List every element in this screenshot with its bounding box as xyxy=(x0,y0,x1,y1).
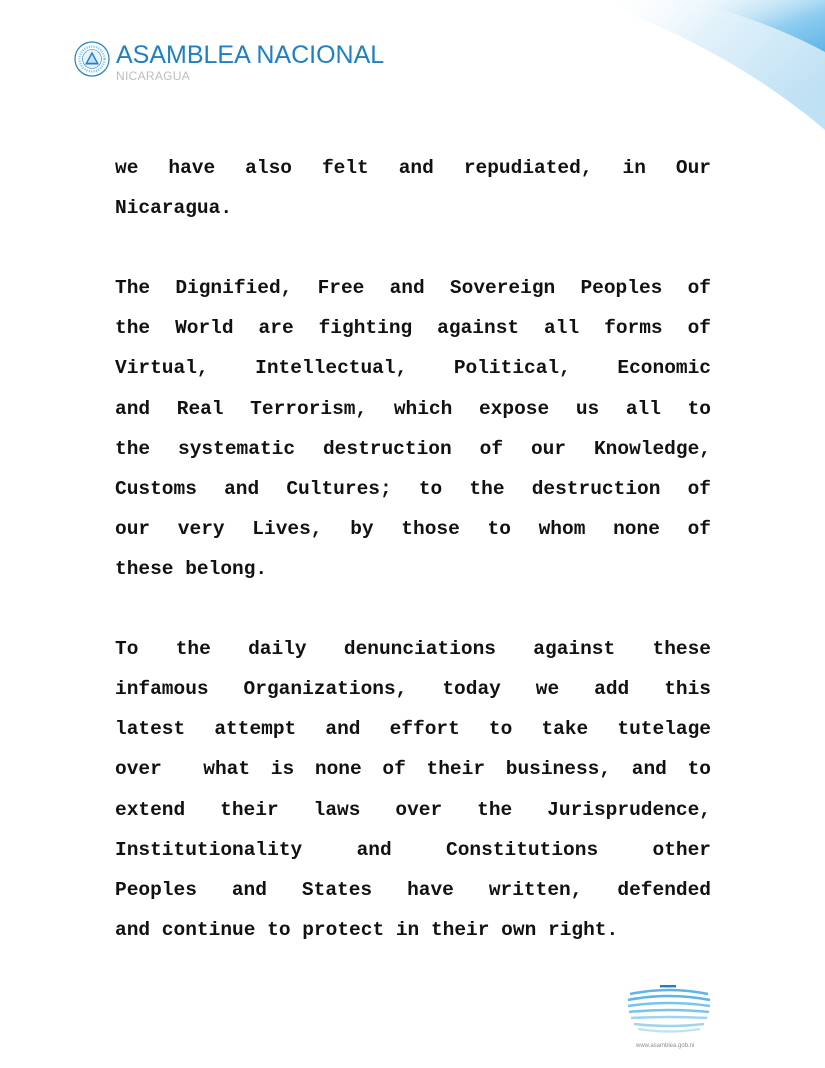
paragraph-line: Customs and Cultures; to the destruction of xyxy=(115,477,711,500)
paragraph-line: The Dignified, Free and Sovereign Peoples of xyxy=(115,277,711,300)
body-paragraph xyxy=(115,148,711,228)
body-paragraph xyxy=(115,268,711,589)
paragraph-line: To the daily denunciations against these xyxy=(115,638,711,661)
paragraph-line: infamous Organizations, today we add this xyxy=(115,678,711,701)
paragraph-line: Nicaragua. xyxy=(115,197,233,220)
nicaragua-seal-icon xyxy=(74,41,110,77)
paragraph-line: Virtual, Intellectual, Political, Economic xyxy=(115,357,711,380)
paragraph-line: over what is none of their business, and to xyxy=(115,758,711,781)
footer-website-url: www.asamblea.gob.ni xyxy=(636,1043,695,1049)
paragraph-line: our very Lives, by those to whom none of xyxy=(115,517,711,540)
paragraph-line: Institutionality and Constitutions other xyxy=(115,838,711,861)
decorative-swoosh xyxy=(565,0,825,140)
body-paragraph xyxy=(115,629,711,950)
paragraph-line: and continue to protect in their own right. xyxy=(115,918,619,941)
paragraph-line: latest attempt and effort to take tutelage xyxy=(115,718,711,741)
paragraph-line: extend their laws over the Jurisprudence, xyxy=(115,798,711,821)
page-header xyxy=(74,40,384,82)
paragraph-line: and Real Terrorism, which expose us all to xyxy=(115,397,711,420)
assembly-hemicycle-icon xyxy=(624,984,714,1034)
paragraph-line: these belong. xyxy=(115,557,268,580)
document-body xyxy=(115,148,711,990)
paragraph-line: Peoples and States have written, defended xyxy=(115,878,711,901)
organization-country: NICARAGUA xyxy=(116,69,191,83)
organization-name: ASAMBLEA NACIONAL xyxy=(116,41,385,69)
paragraph-line: the systematic destruction of our Knowledge, xyxy=(115,437,711,460)
paragraph-line: we have also felt and repudiated, in Our xyxy=(115,157,711,179)
paragraph-line: the World are fighting against all forms of xyxy=(115,317,711,340)
